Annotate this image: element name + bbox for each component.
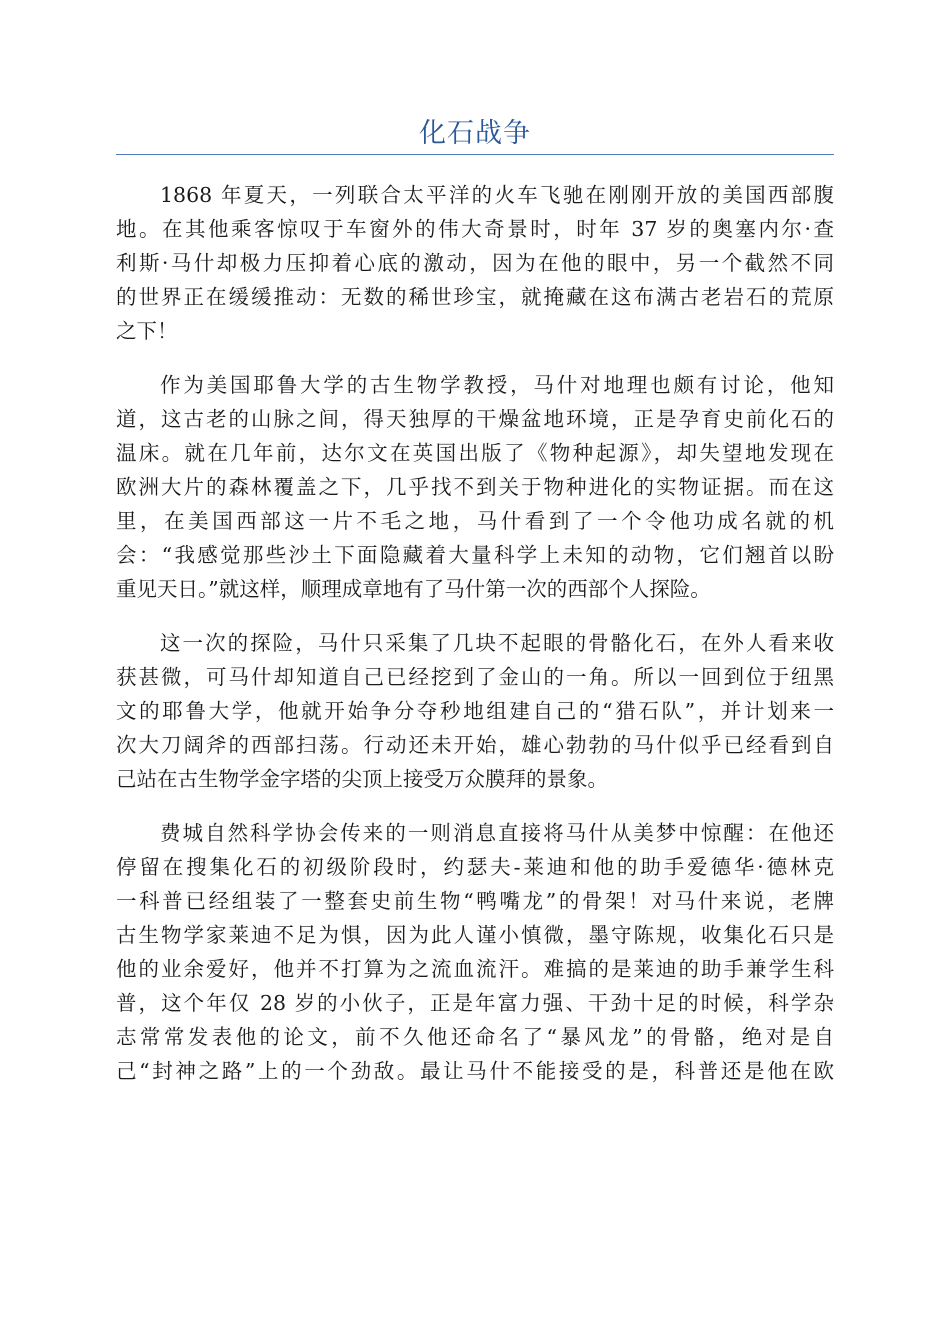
text-line: 会：“我感觉那些沙土下面隐藏着大量科学上未知的动物，它们翘首以盼: [116, 543, 834, 567]
paragraph-4: [116, 816, 834, 1088]
text-line: 利斯·马什却极力压抑着心底的激动，因为在他的眼中，另一个截然不同: [116, 251, 834, 275]
text-line: 古生物学家莱迪不足为惧，因为此人谨小慎微，墨守陈规，收集化石只是: [116, 923, 834, 947]
title-underline: [116, 154, 834, 155]
text-line: 这一次的探险，马什只采集了几块不起眼的骨骼化石，在外人看来收: [160, 631, 834, 655]
text-line: 他的业余爱好，他并不打算为之流血流汗。难搞的是莱迪的助手兼学生科: [116, 957, 834, 981]
document-title: 化石战争: [419, 118, 531, 149]
text-line: 欧洲大片的森林覆盖之下，几乎找不到关于物种进化的实物证据。而在这: [116, 475, 834, 499]
text-line: 次大刀阔斧的西部扫荡。行动还未开始，雄心勃勃的马什似乎已经看到自: [116, 733, 834, 757]
text-line: 文的耶鲁大学，他就开始争分夺秒地组建自己的“猎石队”，并计划来一: [116, 699, 834, 723]
paragraph-2: [116, 368, 834, 606]
text-line: 道，这古老的山脉之间，得天独厚的干燥盆地环境，正是孕育史前化石的: [116, 407, 834, 431]
text-line: 己站在古生物学金字塔的尖顶上接受万众膜拜的景象。: [116, 767, 608, 791]
text-line: 一科普已经组装了一整套史前生物“鸭嘴龙”的骨架！对马什来说，老牌: [116, 889, 834, 913]
paragraph-1: [116, 178, 834, 348]
text-line: 志常常发表他的论文，前不久他还命名了“暴风龙”的骨骼，绝对是自: [116, 1025, 834, 1049]
text-line: 1868 年夏天，一列联合太平洋的火车飞驰在刚刚开放的美国西部腹: [160, 183, 834, 207]
paragraph-3: [116, 626, 834, 796]
text-line: 己“封神之路”上的一个劲敌。最让马什不能接受的是，科普还是他在欧: [116, 1059, 834, 1083]
text-line: 普，这个年仅 28 岁的小伙子，正是年富力强、干劲十足的时候，科学杂: [116, 991, 834, 1015]
text-line: 之下！: [116, 319, 178, 343]
text-line: 获甚微，可马什却知道自己已经挖到了金山的一角。所以一回到位于纽黑: [116, 665, 834, 689]
text-line: 作为美国耶鲁大学的古生物学教授，马什对地理也颇有讨论，他知: [160, 373, 834, 397]
text-line: 温床。就在几年前，达尔文在英国出版了《物种起源》，却失望地发现在: [116, 441, 834, 465]
text-line: 里，在美国西部这一片不毛之地，马什看到了一个令他功成名就的机: [116, 509, 834, 533]
text-line: 停留在搜集化石的初级阶段时，约瑟夫-莱迪和他的助手爱德华·德林克: [116, 855, 834, 879]
text-line: 费城自然科学协会传来的一则消息直接将马什从美梦中惊醒：在他还: [160, 821, 834, 845]
text-line: 的世界正在缓缓推动：无数的稀世珍宝，就掩藏在这布满古老岩石的荒原: [116, 285, 834, 309]
text-line: 重见天日。”就这样，顺理成章地有了马什第一次的西部个人探险。: [116, 577, 711, 601]
text-line: 地。在其他乘客惊叹于车窗外的伟大奇景时，时年 37 岁的奥塞内尔·查: [116, 217, 834, 241]
document-body: [116, 178, 834, 1088]
